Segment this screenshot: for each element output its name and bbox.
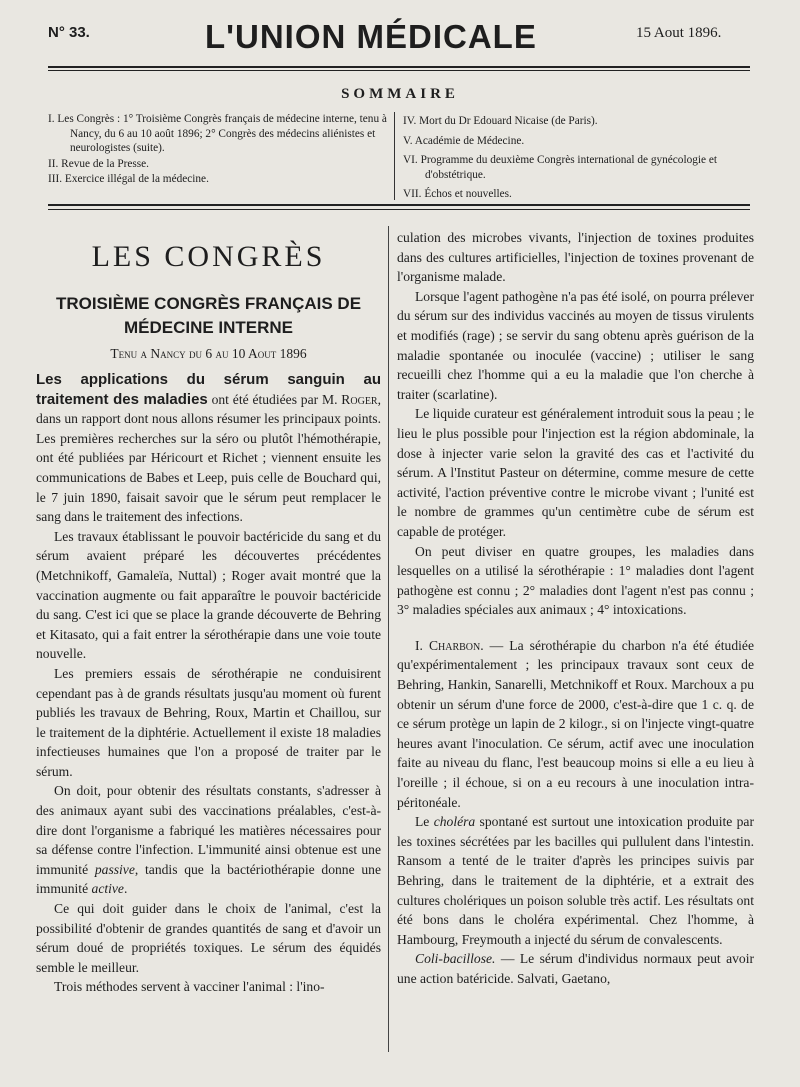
paragraph: Les premiers essais de sérothérapie ne conduisirent cependant pas à de grands résultats jusqu'au moment où furent publiés les travaux de Behring, Roux, Martin et Chaillou, sur le traitement de la diphtérie. Actuellement il existe 18 maladies infectieuses humaines que l'on a proposé de traiter par le sérum. <box>36 665 381 779</box>
sommaire-right-list <box>403 114 753 207</box>
text: — La sérothérapie du charbon n'a été étudiée qu'expérimentalement ; les principaux travaux sont ceux de Behring, Hankin, Sanarelli, Metchnikoff et Roux. Marchoux a pu obtenir un sérum d'une force de 2000, c'est-à-dire que 1 c. q. de ce sérum protège un lapin de 2 kilogr., si on l'injecte vingt-quatre heures avant l'inoculation. Ce sérum, actif avec une inoculation faite au niveau du flanc, l'est beaucoup moins si elle a eu lieu à l'oreille ; il échoue, si on a eu recours à une inoculation intra-péritonéale. <box>397 637 754 810</box>
paragraph: Lorsque l'agent pathogène n'a pas été isolé, on pourra prélever du sérum sur des individus vaccinés au moyen de tissus virulents et modifiés (rage) ; se servir du sang obtenu après guérison de la maladie spontanée ou inoculée (vaccine) ; utiliser le sang recueilli chez l'homme qui a eu la maladie que l'on cherche à traiter (scarlatine). <box>397 288 754 402</box>
journal-title: L'UNION MÉDICALE <box>205 18 537 55</box>
left-column <box>36 226 381 997</box>
subsection-head: I. Charbon. <box>415 637 484 653</box>
text: — Le sérum d'individus normaux peut avoir une action batéricide. Salvati, Gaetano, <box>397 951 754 986</box>
article-title: TROISIÈME CONGRÈS FRANÇAIS DE MÉDECINE INTERNE <box>55 294 362 337</box>
lead-text: Les applications du sérum sanguin au traitement des maladies <box>36 371 381 408</box>
toc-item: VI. Programme du deuxième Congrès international de gynécologie et d'obstétrique. <box>403 154 718 181</box>
paragraph: Le liquide curateur est généralement introduit sous la peau ; le lieu le plus possible pour l'injection est la région abdominale, la dose à injecter varie selon la gravité des cas et l'activité du sérum. A l'Institut Pasteur on détermine, comme mesure de cette activité, l'action préventive contre le microbe vivant ; l'unité est le nombre de grammes qu'un centimètre cube de sérum est capable de protéger. <box>397 406 754 539</box>
paragraph <box>397 636 754 812</box>
sommaire-divider <box>394 112 395 200</box>
author-name: M. Roger <box>322 391 378 407</box>
sommaire-left-list <box>48 112 390 188</box>
paragraph: Les travaux établissant le pouvoir bactéricide du sang et du sérum avaient préparé les découvertes précédentes (Metchnikoff, Gamaleïa, Nuttal) ; Roger avait montré que la vaccination augmente ou fait apparaître le pouvoir bactéricide du sang. C'est ici que se place la grande découverte de Behring et Kitasato, qui a fait entrer la sérothérapie dans une voie toute nouvelle. <box>36 528 381 662</box>
toc-item: VII. Échos et nouvelles. <box>403 188 512 200</box>
toc-item: I. Les Congrès : 1° Troisième Congrès français de médecine interne, tenu à Nancy, du 6 au 10 août 1896; 2° Congrès des médecins aliénistes et neurologistes (suite). <box>48 113 387 154</box>
paragraph <box>36 370 381 527</box>
emphasis: choléra <box>433 814 476 830</box>
text: , dans un rapport dont nous allons résumer les principaux points. Les premières recherches sur la séro ou plutôt l'hémothérapie, ont été publiées par Héricourt et Richet ; viennent ensuite les communications de Babes et Leep, puis celle de Bouchard qui, le 7 juin 1890, faisait savoir que le sérum peut remplacer le sang dans le traitement des infections. <box>36 391 382 525</box>
article-subtitle: Tenu a Nancy du 6 au 10 Aout 1896 <box>110 346 307 361</box>
paragraph <box>397 949 754 988</box>
paragraph: On peut diviser en quatre groupes, les maladies dans lesquelles on a utilisé la sérothérapie : 1° maladies dont l'agent pathogène est connu ; 2° maladies dont l'agent n'est pas connu ; 3° maladies spéciales aux animaux ; 4° intoxications. <box>397 543 754 618</box>
text: On doit, pour obtenir des résultats constants, s'adresser à des animaux ayant subi des vaccinations préalables, c'est-à-dire dont l'organisme a fabriqué les matières nécessaires pour sa défense contre l'infection. L'immunité ainsi obtenue est une immunité <box>36 783 381 877</box>
text: , tandis que la bactériothérapie donne une immunité <box>36 861 381 897</box>
emphasis: active <box>91 881 124 897</box>
paragraph: Trois méthodes servent à vacciner l'animal : l'ino- <box>54 979 325 995</box>
emphasis: passive <box>94 861 135 877</box>
text: ont été étudiées par <box>207 391 322 407</box>
right-column <box>397 228 754 989</box>
text: . <box>123 881 128 897</box>
paragraph <box>36 781 381 899</box>
subsection-head: Coli-bacillose. <box>415 951 496 967</box>
paragraph: culation des microbes vivants, l'injection de toxines produites dans des cultures artificielles, l'injection de toxines provenant de l'organisme malade. <box>397 230 754 285</box>
header-rule-thin <box>48 70 750 71</box>
sommaire-rule-thin <box>48 209 750 210</box>
sommaire-rule <box>48 204 750 206</box>
issue-date: 15 Aout 1896. <box>636 25 722 41</box>
header-rule <box>48 66 750 68</box>
toc-item: V. Académie de Médecine. <box>403 134 525 147</box>
paragraph: Ce qui doit guider dans le choix de l'animal, c'est la possibilité d'obtenir de grandes quantités de sang et d'avoir un sérum doué de propriétés toxiques. Le sérum des équidés semble le meilleur. <box>36 901 381 975</box>
section-title: LES CONGRÈS <box>91 240 326 273</box>
issue-number: N° 33. <box>48 24 90 41</box>
toc-item: II. Revue de la Presse. <box>48 157 150 170</box>
text: Le <box>415 814 434 830</box>
toc-item: IV. Mort du Dr Edouard Nicaise (de Paris). <box>403 115 598 127</box>
sommaire-title: SOMMAIRE <box>341 86 459 102</box>
toc-item: III. Exercice illégal de la médecine. <box>48 173 209 185</box>
column-divider <box>388 226 389 1052</box>
paragraph <box>397 812 754 949</box>
text: spontané est surtout une intoxication produite par les toxines sécrétées par les bacilles qui pullulent dans l'intestin. Ransom a tenté de le traiter d'après les principes suivis par Behring, dans le traitement de la diphtérie, et a extrait des cultures cholériques un poison soluble très actif. Les résultats ont été bons dans le choléra expérimental. Chez l'homme, à Hambourg, Freymouth a injecté du sérum de convalescents. <box>397 814 754 947</box>
